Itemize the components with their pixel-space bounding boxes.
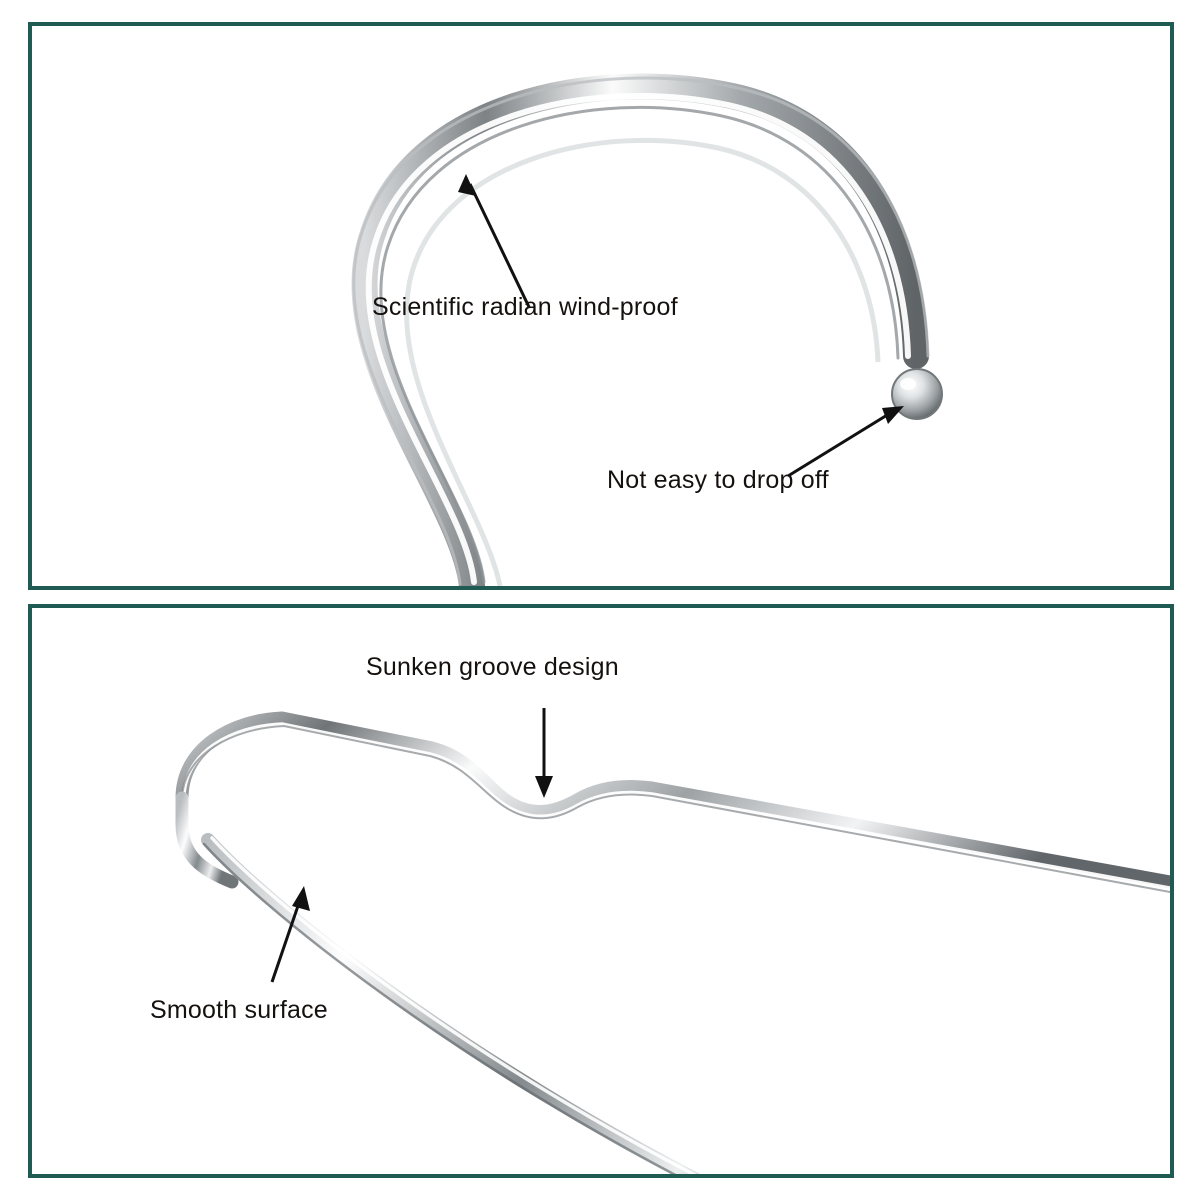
shoulder-photograph [32, 608, 1170, 1174]
caption-smooth-surface: Smooth surface [150, 996, 328, 1024]
caption-sunken-groove-design: Sunken groove design [366, 653, 619, 681]
hook-ball-tip [892, 369, 942, 419]
caption-not-easy-to-drop-off: Not easy to drop off [607, 466, 829, 494]
panel-shoulder-inner [32, 608, 1170, 1174]
caption-scientific-radian: Scientific radian wind-proof [372, 293, 678, 321]
panel-hanger-shoulder [28, 604, 1174, 1178]
